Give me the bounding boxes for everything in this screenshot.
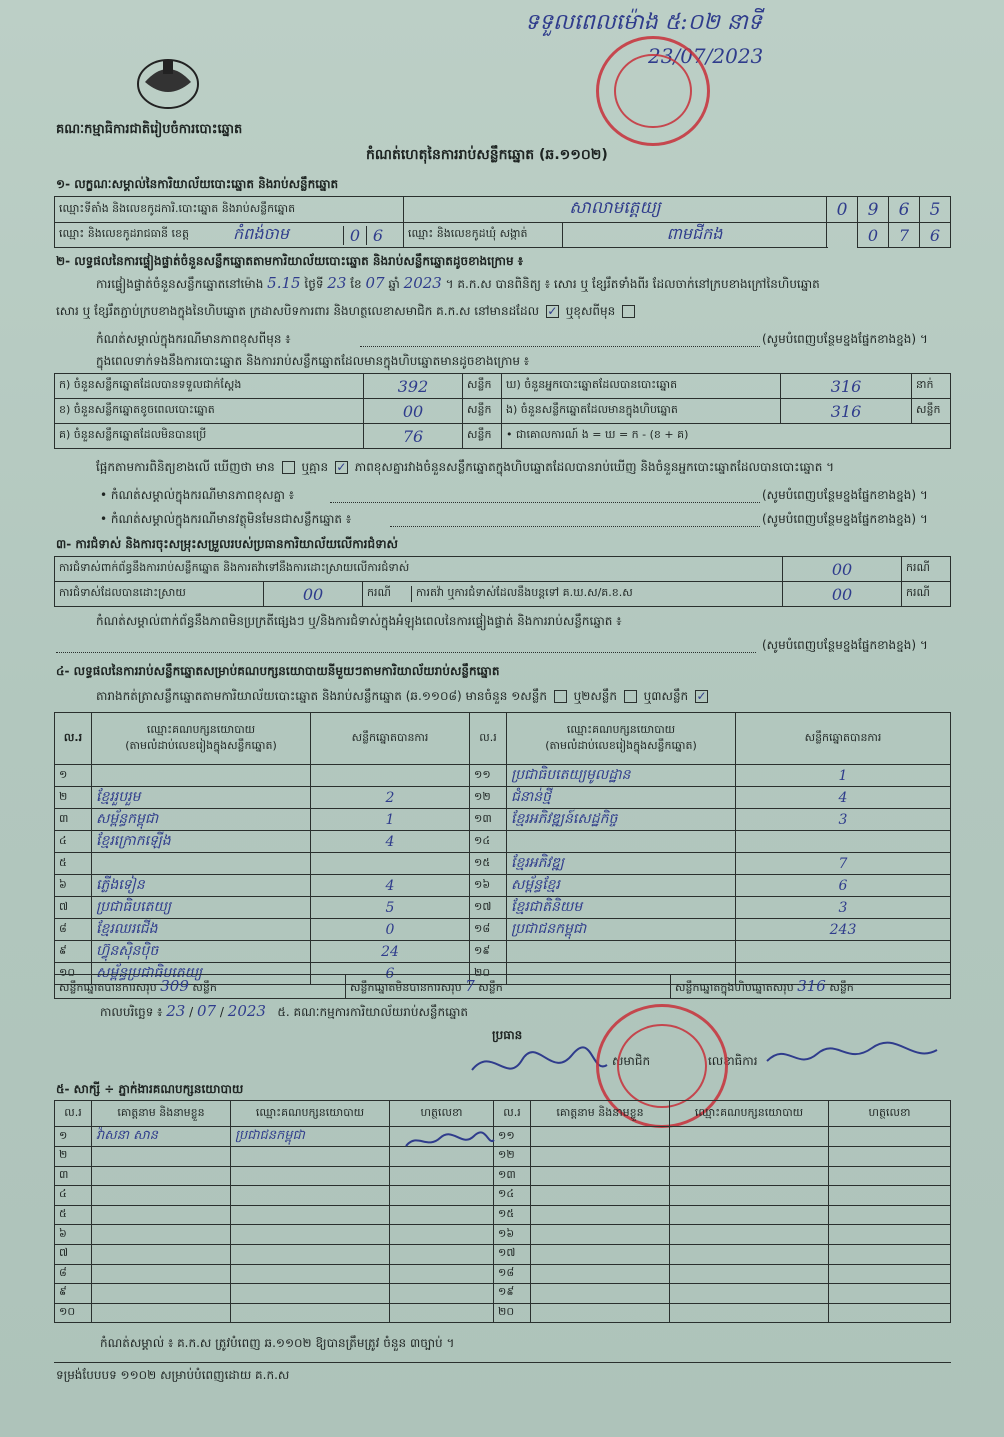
witness-name <box>531 1127 670 1147</box>
col-no: ល.រ <box>55 713 92 765</box>
witness-party <box>231 1303 390 1323</box>
party-number: ១៥ <box>470 853 507 875</box>
party-votes: 3 <box>736 897 951 919</box>
unit: សន្លឹក <box>463 374 502 399</box>
table-row <box>55 765 951 787</box>
unit: សន្លឹក <box>192 980 217 994</box>
station-code-digit: 5 <box>920 197 951 223</box>
witness-body <box>55 1127 951 1323</box>
party-votes: 2 <box>311 787 470 809</box>
sheets-one-label: តារាងកត់ត្រាសន្លឹកឆ្នោតតាមការិយាល័យបោះឆ្នោត និងរាប់សន្លឹកឆ្នោត (ឆ.១១០៨) មានចំនួន ១សន្លឹក <box>96 689 547 703</box>
objections-value: 00 <box>783 557 902 582</box>
receipt-note: ទទួលពេលម៉ោង ៥:០២ នាទី <box>525 10 762 35</box>
col-party <box>507 713 736 765</box>
date-year: 2023 <box>227 1002 266 1020</box>
ballot-counts-table <box>54 373 951 449</box>
col-party-subtitle: (តាមលំដាប់លេខរៀងក្នុងសន្លឹកឆ្នោត) <box>125 738 277 752</box>
witness-party <box>670 1186 829 1206</box>
discrepancy-no-label: ឬគ្មាន <box>301 460 329 474</box>
col-no: ល.រ <box>494 1101 531 1127</box>
polling-station-name: សាលាមត្តេយ្យ <box>404 197 827 223</box>
witness-number: ១៥ <box>494 1205 531 1225</box>
col-votes: សន្លឹកឆ្នោតបានការ <box>736 713 951 765</box>
party-votes: 7 <box>736 853 951 875</box>
chair-signature-icon <box>462 1040 612 1090</box>
party-number: ៧ <box>55 897 92 919</box>
table-row <box>55 787 951 809</box>
party-number: ១៧ <box>470 897 507 919</box>
witness-number: ១៤ <box>494 1186 531 1206</box>
member-label: សមាជិក <box>612 1054 651 1068</box>
table-row <box>55 1127 951 1147</box>
party-name <box>507 831 736 853</box>
witness-signature <box>390 1303 494 1323</box>
party-votes <box>736 831 951 853</box>
discrepancy-text: ភាពខុសគ្នារវាងចំនួនសន្លឹកឆ្នោតក្នុងហិបឆ្នោតដែលបានរាប់ឃើញ និងចំនួនអ្នកបោះឆ្នោតដែលបានបោះឆ្នោត ។ <box>354 460 835 474</box>
party-number: ១២ <box>470 787 507 809</box>
party-votes: 5 <box>311 897 470 919</box>
party-name: ជំនាន់ថ្មី <box>507 787 736 809</box>
witness-number: ១៨ <box>494 1264 531 1284</box>
witness-name <box>92 1205 231 1225</box>
table-row <box>55 919 951 941</box>
total-invalid-label: សន្លឹកឆ្នោតមិនបានការសរុប <box>350 980 462 994</box>
party-number: ១៩ <box>470 941 507 963</box>
col-party-subtitle: (តាមលំដាប់លេខរៀងក្នុងសន្លឹកឆ្នោត) <box>545 738 697 752</box>
table-row <box>55 1284 951 1304</box>
witness-party <box>231 1147 390 1167</box>
unit: ករណី <box>902 582 951 607</box>
signing-date-line: កាលបរិច្ឆេទ ៖ 23 / 07 / 2023 ៥. គណៈកម្មការការិយាល័យរាប់សន្លឹកឆ្នោត <box>100 1002 469 1020</box>
verify-month-label: ខែ <box>350 277 362 291</box>
witness-number: ១០ <box>55 1303 92 1323</box>
date-month: 07 <box>197 1002 217 1020</box>
party-name: ភ្លើងទៀន <box>92 875 311 897</box>
org-name: គណៈកម្មាធិការជាតិរៀបចំការបោះឆ្នោត <box>56 122 243 137</box>
station-code-digit: 6 <box>889 197 920 223</box>
party-name: សម្ព័ន្ធប្រជាធិបតេយ្យ <box>92 963 311 985</box>
witness-number: ២ <box>55 1147 92 1167</box>
witness-signature <box>829 1264 951 1284</box>
table-row <box>55 1205 951 1225</box>
witness-signature <box>390 1205 494 1225</box>
party-name: ខ្មែររួបរួម <box>92 787 311 809</box>
party-name: ប្រជាធិបតេយ្យ <box>92 897 311 919</box>
seal-check-text: សោរ ឬ ខ្សែរឹតភ្ជាប់ក្របខាងក្នុងនៃហិបឆ្នោត ក្រដាសបិទការពារ និងហត្ថលេខាសមាជិក គ.ក.ស នៅមានដដែល <box>56 304 540 318</box>
seal-same-checkbox[interactable]: ✓ <box>547 304 558 318</box>
unused-ballots-value: 76 <box>364 424 463 449</box>
table-row <box>55 1303 951 1323</box>
bullet-discrepancy: • កំណត់សម្គាល់ក្នុងករណីមានភាពខុសគ្នា ៖ <box>100 488 295 502</box>
witness-party <box>670 1166 829 1186</box>
received-ballots-value: 392 <box>364 374 463 399</box>
witness-party <box>231 1205 390 1225</box>
table-row <box>55 1264 951 1284</box>
table-row <box>55 1147 951 1167</box>
seal-different-checkbox[interactable] <box>622 305 635 318</box>
province-label: ឈ្មោះ និងលេខកូដរាជធានី ខេត្ត <box>59 227 189 240</box>
forwarded-value: 00 <box>783 582 902 607</box>
witness-number: ៩ <box>55 1284 92 1304</box>
party-name: ប្រជាជនកម្ពុជា <box>507 919 736 941</box>
witness-table <box>54 1100 951 1323</box>
footnote: កំណត់សម្គាល់ ៖ គ.ក.ស ត្រូវបំពេញ ឆ.១១០២ ឱ្យបានត្រឹមត្រូវ ចំនួន ៣ច្បាប់ ។ <box>100 1336 455 1350</box>
unit: ករណី <box>902 557 951 582</box>
party-number: ៦ <box>55 875 92 897</box>
verify-time-label: ការផ្ទៀងផ្ទាត់ចំនួនសន្លឹកឆ្នោតនៅម៉ោង <box>96 277 264 291</box>
commune-code-digit: 6 <box>920 223 951 248</box>
commune-code-digit: 0 <box>858 223 889 248</box>
witness-number: ១២ <box>494 1147 531 1167</box>
party-votes: 24 <box>311 941 470 963</box>
received-ballots-label: ក) ចំនួនសន្លឹកឆ្នោតដែលបានទទួលជាក់ស្តែង <box>55 374 364 399</box>
witness-signature <box>390 1264 494 1284</box>
witness-party <box>231 1166 390 1186</box>
date-label: កាលបរិច្ឆេទ ៖ <box>100 1005 163 1019</box>
witness-number: ១៣ <box>494 1166 531 1186</box>
party-votes: 6 <box>311 963 470 985</box>
verify-day-label: ថ្ងៃទី <box>304 277 324 291</box>
verification-line <box>96 276 820 292</box>
polling-station-label: ឈ្មោះទីតាំង និងលេខកូដការិ.បោះឆ្នោត និងរាប់សន្លឹកឆ្នោត <box>55 197 404 223</box>
verify-day: 23 <box>327 274 347 292</box>
section1-table <box>54 196 951 248</box>
unit: សន្លឹក <box>463 424 502 449</box>
section5-heading: ៥- សាក្សី ÷ ភ្នាក់ងារគណបក្សនយោបាយ <box>56 1082 244 1096</box>
witness-name <box>531 1166 670 1186</box>
party-name: ខ្មែរឈរជើង <box>92 919 311 941</box>
party-votes: 1 <box>736 765 951 787</box>
witness-number: ៥ <box>55 1205 92 1225</box>
witness-name <box>531 1147 670 1167</box>
unit: សន្លឹក <box>829 980 854 994</box>
totals-row <box>54 974 951 999</box>
fill-back-note: (សូមបំពេញបន្ថែមខ្នងផ្នែកខាងខ្នង) ។ <box>762 512 928 526</box>
resolved-label: ការជំទាស់ដែលបានដោះស្រាយ <box>55 582 264 607</box>
witness-party <box>670 1147 829 1167</box>
verify-month: 07 <box>365 274 385 292</box>
counts-intro: ក្នុងពេលទាក់ទងនឹងការបោះឆ្នោត និងការរាប់សន្លឹកឆ្នោតដែលមានក្នុងហិបឆ្នោតមានដូចខាងក្រោម ៖ <box>96 354 530 368</box>
witness-number: ៦ <box>55 1225 92 1245</box>
witness-signature-icon <box>402 1128 498 1154</box>
table-row <box>55 941 951 963</box>
sheets-three-label: ឬ៣សន្លឹក <box>643 689 689 703</box>
party-number: ៩ <box>55 941 92 963</box>
section2-heading: ២- លទ្ធផលនៃការផ្ទៀងផ្ទាត់ចំនួនសន្លឹកឆ្នោតតាមការិយាល័យបោះឆ្នោត និងរាប់សន្លឹកឆ្នោតដូចខាងក្រោម ៖ <box>56 254 524 268</box>
witness-signature <box>829 1166 951 1186</box>
party-name: សម្ព័ន្ធកម្ពុជា <box>92 809 311 831</box>
discrepancy-note-line <box>330 502 760 503</box>
sheets-two-label: ឬ២សន្លឹក <box>573 689 617 703</box>
witness-party <box>670 1264 829 1284</box>
col-party <box>92 713 311 765</box>
total-valid-label: សន្លឹកឆ្នោតបានការសរុប <box>59 980 157 994</box>
witness-signature <box>829 1186 951 1206</box>
witness-number: ៧ <box>55 1244 92 1264</box>
unit: សន្លឹក <box>478 980 503 994</box>
party-votes: 3 <box>736 809 951 831</box>
box-ballots-label: ង) ចំនួនសន្លឹកឆ្នោតដែលមានក្នុងហិបឆ្នោត <box>502 399 781 424</box>
receipt-date: 23/07/2023 <box>648 44 764 68</box>
sheets-one-checkbox[interactable] <box>554 690 567 703</box>
witness-name <box>92 1166 231 1186</box>
col-votes: សន្លឹកឆ្នោតបានការ <box>311 713 470 765</box>
irregularities-line <box>56 652 756 653</box>
voters-value: 316 <box>781 374 912 399</box>
witness-signature <box>829 1127 951 1147</box>
col-sign: ហត្ថលេខា <box>829 1101 951 1127</box>
objections-label: ការជំទាស់ពាក់ព័ន្ធនឹងការរាប់សន្លឹកឆ្នោត និងការតវ៉ាទៅនឹងការដោះស្រាយលើការជំទាស់ <box>55 557 783 582</box>
total-box-label: សន្លឹកឆ្នោតក្នុងហិបឆ្នោតសរុប <box>675 980 794 994</box>
table-row <box>55 809 951 831</box>
party-votes <box>311 853 470 875</box>
col-name: គោត្តនាម និងនាមខ្លួន <box>531 1101 670 1127</box>
witness-name <box>92 1264 231 1284</box>
foreign-note-line <box>390 526 760 527</box>
witness-signature <box>829 1244 951 1264</box>
party-results-table <box>54 712 951 985</box>
witness-name <box>92 1186 231 1206</box>
party-name: ហ៊្វុនស៊ិនប៉ិច <box>92 941 311 963</box>
witness-name <box>531 1205 670 1225</box>
table-row <box>55 897 951 919</box>
fill-back-note: (សូមបំពេញបន្ថែមខ្នងផ្នែកខាងខ្នង) ។ <box>762 488 928 502</box>
total-invalid-value: 7 <box>465 976 475 995</box>
commune-code-digit: 7 <box>889 223 920 248</box>
witness-signature <box>390 1225 494 1245</box>
nec-emblem-icon <box>135 52 201 110</box>
witness-name <box>531 1186 670 1206</box>
witness-number: ១១ <box>494 1127 531 1147</box>
party-number: ១១ <box>470 765 507 787</box>
party-number: ២០ <box>470 963 507 985</box>
col-sign: ហត្ថលេខា <box>390 1101 494 1127</box>
witness-signature <box>829 1205 951 1225</box>
diff-note-line <box>360 346 760 347</box>
date-day: 23 <box>166 1002 186 1020</box>
witness-name <box>531 1244 670 1264</box>
witness-signature <box>390 1284 494 1304</box>
total-box-value: 316 <box>797 976 826 995</box>
party-number: ១ <box>55 765 92 787</box>
verify-year: 2023 <box>403 274 442 292</box>
unit: នាក់ <box>912 374 951 399</box>
party-number: ៤ <box>55 831 92 853</box>
commune-name: ពាមជីកង <box>563 223 827 248</box>
seal-check-line <box>56 304 638 319</box>
seal-different-label: ឬខុសពីមុន <box>565 304 616 318</box>
record-sheets-line <box>96 689 711 704</box>
party-number: ៥ <box>55 853 92 875</box>
verify-year-label: ឆ្នាំ <box>388 277 400 291</box>
diff-note-label: កំណត់សម្គាល់ក្នុងករណីមានភាពខុសពីមុន ៖ <box>96 332 291 346</box>
witness-name <box>531 1225 670 1245</box>
sheets-two-checkbox[interactable] <box>624 690 637 703</box>
fill-back-note: (សូមបំពេញបន្ថែមខ្នងផ្នែកខាងខ្នង) ។ <box>762 638 928 652</box>
party-votes <box>311 765 470 787</box>
col-party: ឈ្មោះគណបក្សនយោបាយ <box>670 1101 829 1127</box>
witness-party <box>670 1205 829 1225</box>
secretary-signature-icon <box>762 1036 942 1076</box>
section3-heading: ៣- ការជំទាស់ និងការចុះសម្រុះសម្រួលរបស់ប្រធានការិយាល័យលើការជំទាស់ <box>56 537 398 551</box>
witness-number: ៤ <box>55 1186 92 1206</box>
commune-label: ឈ្មោះ និងលេខកូដឃុំ សង្កាត់ <box>404 223 563 248</box>
party-number: ១៤ <box>470 831 507 853</box>
witness-number: ១៦ <box>494 1225 531 1245</box>
resolved-value: 00 <box>264 582 363 607</box>
section1-heading: ១- លក្ខណៈសម្គាល់នៃការិយាល័យបោះឆ្នោត និងរាប់សន្លឹកឆ្នោត <box>56 177 339 191</box>
bullet-foreign-objects: • កំណត់សម្គាល់ក្នុងករណីមានវត្ថុមិនមែនជាសន្លឹកឆ្នោត ៖ <box>100 512 352 526</box>
party-votes: 4 <box>311 875 470 897</box>
station-code-digit: 9 <box>858 197 889 223</box>
col-no: ល.រ <box>470 713 507 765</box>
witness-party <box>231 1284 390 1304</box>
province-name: កំពង់ចាម <box>233 224 289 243</box>
col-party-title: ឈ្មោះគណបក្សនយោបាយ <box>566 722 676 736</box>
irregularities-note: កំណត់សម្គាល់ពាក់ព័ន្ធនឹងភាពមិនប្រក្រតីផ្សេងៗ ឬ/និងការជំទាស់ក្នុងអំឡុងពេលនៃការផ្ទៀងផ្ទាត់ និងការរាប់សន្លឹកឆ្នោត ៖ <box>96 614 622 628</box>
party-votes: 6 <box>736 875 951 897</box>
party-number: ១៨ <box>470 919 507 941</box>
party-number: ១៣ <box>470 809 507 831</box>
party-name <box>507 941 736 963</box>
witness-party <box>231 1244 390 1264</box>
party-votes: 243 <box>736 919 951 941</box>
witness-party <box>670 1284 829 1304</box>
col-party-title: ឈ្មោះគណបក្សនយោបាយ <box>146 722 256 736</box>
witness-party <box>670 1303 829 1323</box>
witness-signature <box>829 1284 951 1304</box>
unit: សន្លឹក <box>912 399 951 424</box>
witness-name <box>92 1303 231 1323</box>
witness-name <box>92 1225 231 1245</box>
party-name: សម្ព័ន្ធខ្មែរ <box>507 875 736 897</box>
spoiled-ballots-value: 00 <box>364 399 463 424</box>
witness-party <box>670 1225 829 1245</box>
witness-number: ៨ <box>55 1264 92 1284</box>
witness-party <box>231 1186 390 1206</box>
party-name <box>92 765 311 787</box>
footer-rule <box>54 1362 951 1363</box>
witness-signature <box>390 1166 494 1186</box>
secretary-label: លេខាធិការ <box>708 1054 758 1068</box>
table-row <box>55 853 951 875</box>
witness-name <box>92 1284 231 1304</box>
sheets-three-checkbox[interactable]: ✓ <box>696 689 707 703</box>
witness-party <box>670 1244 829 1264</box>
witness-party <box>231 1225 390 1245</box>
witness-party <box>231 1264 390 1284</box>
witness-number: ១៧ <box>494 1244 531 1264</box>
province-code-digit: 6 <box>366 226 389 245</box>
table-row <box>55 1225 951 1245</box>
formula-note: • ជាគោលការណ៍ ង = ឃ = ក - (ខ + គ) <box>502 424 951 449</box>
party-votes: 4 <box>736 787 951 809</box>
table-row <box>55 1166 951 1186</box>
table-row <box>55 1186 951 1206</box>
witness-name <box>531 1264 670 1284</box>
form-title: កំណត់ហេតុនៃការរាប់សន្លឹកឆ្នោត (ឆ.១១០២) <box>366 147 608 163</box>
discrepancy-yes-checkbox[interactable] <box>282 461 295 474</box>
party-number: ៨ <box>55 919 92 941</box>
witness-name: វ៉ាសនា សាន <box>92 1127 231 1147</box>
objections-table <box>54 556 951 607</box>
col-no: ល.រ <box>55 1101 92 1127</box>
party-votes: 0 <box>311 919 470 941</box>
witness-number: ២០ <box>494 1303 531 1323</box>
unused-ballots-label: គ) ចំនួនសន្លឹកឆ្នោតដែលមិនបានប្រើ <box>55 424 364 449</box>
party-number: ២ <box>55 787 92 809</box>
chair-label: ប្រធាន <box>492 1028 523 1042</box>
section4-heading: ៤- លទ្ធផលនៃការរាប់សន្លឹកឆ្នោតសម្រាប់គណបក្សនយោបាយនីមួយៗតាមការិយាល័យរាប់សន្លឹកឆ្នោត <box>56 664 500 678</box>
discrepancy-yes-label: ផ្អែកតាមការពិនិត្យខាងលើ ឃើញថា មាន <box>96 460 275 474</box>
table-row <box>55 831 951 853</box>
party-name: ប្រជាធិបតេយ្យមូលដ្ឋាន <box>507 765 736 787</box>
party-name: ខ្មែរអភិវឌ្ឍន៍សេដ្ឋកិច្ច <box>507 809 736 831</box>
witness-name <box>531 1284 670 1304</box>
total-valid-value: 309 <box>160 976 189 995</box>
discrepancy-no-checkbox[interactable]: ✓ <box>336 460 347 474</box>
voters-label: ឃ) ចំនួនអ្នកបោះឆ្នោតដែលបានបោះឆ្នោត <box>502 374 781 399</box>
verify-time: 5.15 <box>267 274 301 292</box>
witness-name <box>92 1147 231 1167</box>
fill-back-note: (សូមបំពេញបន្ថែមខ្នងផ្នែកខាងខ្នង) ។ <box>762 332 928 346</box>
party-number: ១៦ <box>470 875 507 897</box>
party-number: ១០ <box>55 963 92 985</box>
results-body <box>55 765 951 985</box>
witness-number: ១ <box>55 1127 92 1147</box>
table-row <box>55 1244 951 1264</box>
party-votes: 4 <box>311 831 470 853</box>
unit: សន្លឹក <box>463 399 502 424</box>
witness-signature <box>829 1147 951 1167</box>
witness-name <box>531 1303 670 1323</box>
witness-party <box>670 1127 829 1147</box>
witness-signature <box>829 1225 951 1245</box>
party-name <box>92 853 311 875</box>
form-footer: ទម្រង់បែបបទ ១១០២ សម្រាប់បំពេញដោយ គ.ក.ស <box>56 1368 290 1382</box>
table-row <box>55 875 951 897</box>
committee-label: ៥. គណៈកម្មការការិយាល័យរាប់សន្លឹកឆ្នោត <box>277 1005 469 1019</box>
verify-text: ។ គ.ក.ស បានពិនិត្យ ៖ សោរ ឬ ខ្សែរឹតទាំងពីរ ដែលចាក់នៅក្របខាងក្រៅនៃហិបឆ្នោត <box>445 277 820 291</box>
station-code-digit: 0 <box>827 197 858 223</box>
witness-signature <box>390 1244 494 1264</box>
party-votes: 1 <box>311 809 470 831</box>
unit: ករណី <box>363 586 412 602</box>
party-name: ខ្មែរអភិវឌ្ឍ <box>507 853 736 875</box>
witness-number: ១៩ <box>494 1284 531 1304</box>
party-number: ៣ <box>55 809 92 831</box>
party-name: ខ្មែរក្រោកឡើង <box>92 831 311 853</box>
witness-signature <box>829 1303 951 1323</box>
witness-signature <box>390 1186 494 1206</box>
spoiled-ballots-label: ខ) ចំនួនសន្លឹកឆ្នោតខូចពេលបោះឆ្នោត <box>55 399 364 424</box>
official-seal-top <box>596 36 710 146</box>
party-name: ខ្មែរជាតិនិយម <box>507 897 736 919</box>
forwarded-label: ការតវ៉ា ឬការជំទាស់ដែលនឹងបន្តទៅ គ.ឃ.ស/គ.ខ.ស <box>416 586 633 599</box>
col-name: គោត្តនាម និងនាមខ្លួន <box>92 1101 231 1127</box>
discrepancy-line <box>96 460 834 475</box>
party-votes <box>736 941 951 963</box>
witness-party: ប្រជាជនកម្ពុជា <box>231 1127 390 1147</box>
witness-number: ៣ <box>55 1166 92 1186</box>
box-ballots-value: 316 <box>781 399 912 424</box>
witness-name <box>92 1244 231 1264</box>
col-party: ឈ្មោះគណបក្សនយោបាយ <box>231 1101 390 1127</box>
province-code-digit: 0 <box>343 226 366 245</box>
